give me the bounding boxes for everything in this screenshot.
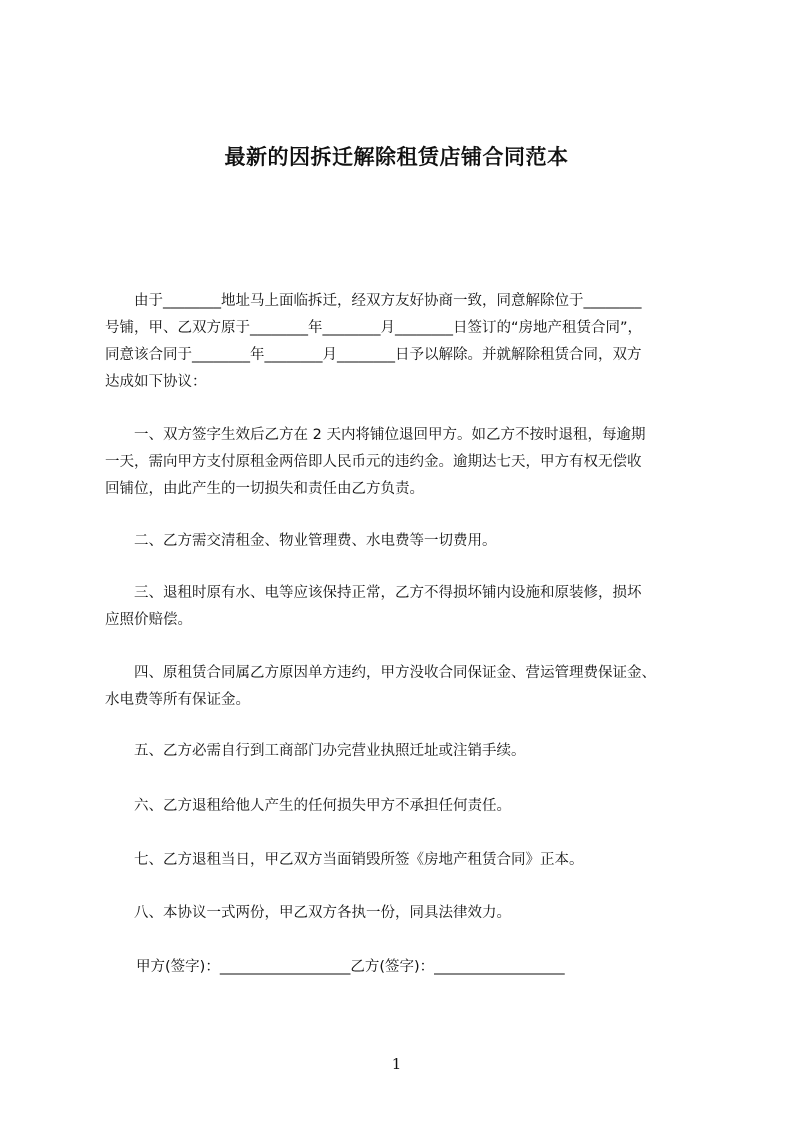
signature-line (136, 954, 696, 981)
clause-7 (105, 847, 703, 874)
clause-4 (105, 660, 703, 714)
clause-line: 八、本协议一式两份，甲乙双方各执一份，同具法律效力。 (105, 905, 511, 921)
page-number: 1 (391, 1055, 402, 1073)
clause-line: 五、乙方必需自行到工商部门办完营业执照迁址或注销手续。 (105, 743, 526, 759)
clause-line: 二、乙方需交清租金、物业管理费、水电费等一切费用。 (105, 533, 497, 549)
clause-line: 一、双方签字生效后乙方在 2 天内将铺位退回甲方。如乙方不按时退租，每逾期 (105, 427, 646, 443)
intro-paragraph (105, 288, 703, 396)
party-b-signature: 乙方(签字)：__________________ (350, 959, 565, 975)
intro-line: 由于________地址马上面临拆迁，经双方友好协商一致，同意解除位于________ (105, 293, 642, 309)
clause-line: 四、原租赁合同属乙方原因单方违约，甲方没收合同保证金、营运管理费保证金、 (105, 665, 656, 681)
clause-line: 水电费等所有保证金。 (105, 692, 250, 708)
clause-line: 三、退租时原有水、电等应该保持正常，乙方不得损坏铺内设施和原装修，损坏 (105, 585, 642, 601)
clause-8 (105, 900, 703, 927)
party-a-signature: 甲方(签字)：__________________ (136, 959, 351, 975)
clause-line: 六、乙方退租给他人产生的任何损失甲方不承担任何责任。 (105, 798, 511, 814)
clause-2 (105, 528, 703, 555)
document-title: 最新的因拆迁解除租赁店铺合同范本 (224, 145, 569, 169)
clause-3 (105, 580, 703, 634)
clause-6 (105, 793, 703, 820)
clause-1 (105, 422, 703, 503)
intro-line: 同意该合同于________年________月________日予以解除。并就解除租赁合同，双方 (105, 347, 642, 363)
clause-line: 七、乙方退租当日，甲乙双方当面销毁所签《房地产租赁合同》正本。 (105, 852, 584, 868)
intro-line: 达成如下协议： (105, 374, 207, 390)
clause-line: 回铺位，由此产生的一切损失和责任由乙方负责。 (105, 481, 424, 497)
clause-5 (105, 738, 703, 765)
intro-line: 号铺，甲、乙双方原于________年________月________日签订的“房地产租赁合同”， (105, 320, 643, 336)
clause-line: 一天，需向甲方支付原租金两倍即人民币元的违约金。逾期达七天，甲方有权无偿收 (105, 454, 642, 470)
clause-line: 应照价赔偿。 (105, 612, 192, 628)
